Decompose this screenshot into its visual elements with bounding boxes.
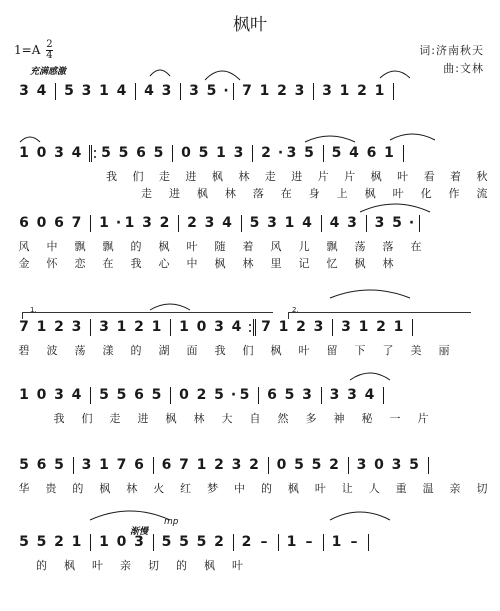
lyric-char: 枫	[354, 257, 366, 270]
note: 2	[159, 215, 170, 231]
lyric-char: 大	[221, 412, 233, 425]
augmentation-dot: ·	[223, 83, 229, 99]
note: 7	[19, 319, 29, 335]
volta-2-label: 2.	[292, 306, 299, 314]
lyric-char: 的	[36, 559, 47, 572]
lyric-char: 荡	[74, 344, 86, 357]
slur	[20, 137, 40, 142]
time-sig-upper: 2	[46, 39, 53, 50]
note: 1	[19, 387, 29, 403]
note: 5	[304, 145, 314, 161]
lyric-char: 波	[46, 344, 58, 357]
note: 2	[329, 457, 339, 473]
note: 1	[151, 319, 162, 335]
time-sig-lower: 4	[46, 50, 53, 61]
note: 5	[118, 145, 129, 161]
lyric-char: 进	[137, 412, 149, 425]
note: 5	[206, 83, 217, 99]
lyric-char: 记	[298, 257, 310, 270]
note: 5	[161, 534, 172, 550]
augmentation-dot: ·	[230, 387, 237, 403]
lyric-char: 的	[72, 482, 84, 495]
lyric-char: 进	[185, 170, 197, 183]
lyric-char: 梦	[207, 482, 219, 495]
lyric-char: 枫	[214, 257, 226, 270]
lyric-char: 走	[109, 412, 121, 425]
lyric-char: 身	[308, 187, 320, 200]
note: 1	[393, 319, 404, 335]
note: 4	[222, 215, 232, 231]
augmentation-dot: ·	[115, 215, 122, 231]
slur	[305, 136, 355, 142]
note: 5	[179, 534, 189, 550]
note: 0	[36, 145, 47, 161]
note: 3	[294, 83, 305, 99]
slur	[330, 290, 410, 298]
lyric-char: 流	[476, 187, 488, 200]
note: 1	[284, 215, 295, 231]
lyric-char: 枫	[204, 559, 215, 572]
lyric-char: 切	[476, 482, 488, 495]
lyric-char: 叶	[92, 559, 103, 572]
note: 5	[54, 457, 64, 473]
note: 5	[116, 387, 127, 403]
note: 2	[54, 319, 64, 335]
lyric-char: 风	[18, 240, 30, 253]
note: 4	[329, 215, 340, 231]
lyric-char: 片	[417, 412, 429, 425]
lyric-char: 金	[18, 257, 30, 270]
note: 1	[196, 457, 207, 473]
note: 5	[36, 534, 47, 550]
note: 5	[284, 387, 295, 403]
slur	[150, 304, 190, 310]
note: 5	[64, 83, 74, 99]
note: 5	[198, 145, 209, 161]
lyric-char: 亲	[449, 482, 461, 495]
lyric-char: 们	[81, 412, 93, 425]
note: 3	[81, 83, 92, 99]
lyric-char: 里	[270, 257, 282, 270]
lyric-char: 枫	[196, 187, 208, 200]
lyric-char: 温	[422, 482, 434, 495]
note: 2	[134, 319, 144, 335]
lyric-char: 落	[382, 240, 394, 253]
lyric-char: 的	[260, 482, 272, 495]
note: 1	[99, 534, 109, 550]
note: 1	[286, 534, 297, 550]
note: 5	[101, 145, 111, 161]
note: 3	[391, 457, 402, 473]
lyricist-credit: 词:济南秋天	[419, 44, 484, 57]
note: 6	[36, 457, 47, 473]
lyric-char: 的	[130, 240, 142, 253]
note: 4	[116, 83, 127, 99]
lyric-char: 碧	[18, 344, 30, 357]
lyric-char: 枫	[270, 344, 282, 357]
note: 2	[296, 319, 306, 335]
lyric-char: 我	[130, 257, 142, 270]
lyric-char: 在	[280, 187, 292, 200]
note: 4	[364, 387, 375, 403]
lyric-char: 们	[242, 344, 254, 357]
lyric-char: 我	[53, 412, 65, 425]
note: 7	[116, 457, 127, 473]
note: 3	[286, 145, 297, 161]
note: 6	[136, 145, 146, 161]
note: 0	[374, 457, 384, 473]
note: 1	[216, 145, 226, 161]
note: 5	[392, 215, 402, 231]
note: 3	[313, 319, 324, 335]
note: 2	[214, 534, 224, 550]
volta-1-label: 1.	[30, 306, 37, 314]
note: 4	[71, 145, 82, 161]
note: 2	[214, 457, 224, 473]
song-title: 枫叶	[233, 15, 267, 35]
lyric-char: 的	[176, 559, 187, 572]
lyric-char: 上	[336, 187, 348, 200]
note: 1	[374, 83, 385, 99]
note: 0	[196, 319, 207, 335]
note: 7	[71, 215, 82, 231]
note: 6	[54, 215, 64, 231]
lyric-char: 重	[395, 482, 407, 495]
note: 4	[144, 83, 154, 99]
lyric-char: 叶	[397, 170, 409, 183]
note: 5	[239, 387, 250, 403]
note: 3	[189, 83, 199, 99]
lyric-char: 叶	[232, 559, 243, 572]
note: 3	[356, 457, 367, 473]
note: 4	[302, 215, 312, 231]
lyric-char: 下	[354, 344, 366, 357]
note: 1	[339, 83, 350, 99]
lyric-char: 湖	[158, 344, 170, 357]
lyric-char: 枫	[64, 559, 75, 572]
note: 1	[278, 319, 289, 335]
lyric-char: 走	[158, 170, 170, 183]
lyric-char: 中	[186, 257, 198, 270]
lyric-char: 林	[242, 257, 254, 270]
note: 5	[19, 457, 29, 473]
lyric-char: 我	[106, 170, 117, 183]
note: 4	[36, 83, 47, 99]
note: 2	[277, 83, 287, 99]
lyric-char: 自	[249, 412, 261, 425]
lyric-char: 化	[420, 187, 432, 200]
lyric-char: 荡	[354, 240, 366, 253]
note: 1	[358, 319, 369, 335]
note: 2	[249, 457, 259, 473]
lyric-char: 面	[186, 344, 198, 357]
lyric-char: 秋	[476, 170, 488, 183]
note: 3	[54, 145, 64, 161]
note: 5	[196, 534, 207, 550]
lyric-char: 走	[264, 170, 276, 183]
note: 6	[19, 215, 29, 231]
lyric-char: 的	[130, 344, 142, 357]
lyric-char: 让	[341, 482, 353, 495]
lyric-char: 在	[410, 240, 422, 253]
note: 3	[81, 457, 92, 473]
lyric-char: 美	[410, 344, 422, 357]
lyric-char: 中	[46, 240, 58, 253]
lyric-char: 枫	[158, 240, 170, 253]
lyric-char: 火	[153, 482, 165, 495]
note: 3	[374, 215, 385, 231]
note: 3	[134, 534, 144, 550]
lyric-char: 飘	[326, 240, 338, 253]
note: 3	[231, 457, 242, 473]
lyric-char: 丽	[438, 344, 450, 357]
lyric-char: 片	[344, 170, 356, 183]
augmentation-dot: ·	[408, 215, 415, 231]
note: 3	[302, 387, 312, 403]
note: 3	[19, 83, 29, 99]
lyric-char: 多	[305, 412, 317, 425]
lyric-char: 看	[423, 170, 435, 183]
note: 7	[179, 457, 189, 473]
note: 5	[151, 387, 162, 403]
lyric-char: 漾	[102, 344, 114, 357]
augmentation-dot: ·	[277, 145, 284, 161]
lyric-char: 然	[277, 412, 289, 425]
note: 3	[99, 319, 109, 335]
lyric-char: 忆	[326, 257, 338, 270]
note: 7	[242, 83, 252, 99]
note: 6	[134, 457, 144, 473]
lyric-char: 心	[158, 257, 170, 270]
lyric-char: 在	[102, 257, 114, 270]
lyric-char: 走	[141, 187, 152, 200]
lyric-char: 枫	[165, 412, 177, 425]
slur	[350, 373, 390, 380]
slur	[390, 134, 435, 140]
dash-extension: –	[260, 534, 268, 550]
lyric-char: 风	[270, 240, 282, 253]
note: 0	[36, 387, 47, 403]
note: 0	[276, 457, 287, 473]
slur	[360, 204, 430, 212]
lyric-char: 切	[148, 559, 159, 572]
lyric-char: 恋	[74, 257, 86, 270]
lyric-char: 进	[168, 187, 180, 200]
note: 2	[261, 145, 271, 161]
slur	[330, 512, 390, 520]
slur	[380, 71, 410, 78]
slur	[205, 71, 240, 80]
note: 0	[36, 215, 47, 231]
note: 5	[311, 457, 322, 473]
note: 3	[161, 83, 172, 99]
lyric-char: 着	[450, 170, 462, 183]
note: 5	[19, 534, 29, 550]
note: 3	[329, 387, 340, 403]
note: 1	[179, 319, 189, 335]
note: 1	[19, 145, 29, 161]
note: 5	[409, 457, 419, 473]
note: 5	[331, 145, 342, 161]
lyric-char: 枫	[99, 482, 111, 495]
note: 4	[349, 145, 359, 161]
lyric-char: 留	[326, 344, 338, 357]
dash-extension: –	[305, 534, 313, 550]
lyric-char: 我	[214, 344, 226, 357]
slur	[90, 511, 170, 520]
note: 3	[54, 387, 64, 403]
note: 3	[322, 83, 332, 99]
note: 3	[267, 215, 277, 231]
lyric-char: 亲	[120, 559, 131, 572]
lyric-char: 林	[382, 257, 394, 270]
lyric-char: 林	[126, 482, 138, 495]
lyric-char: 怀	[46, 257, 58, 270]
lyric-char: 叶	[298, 344, 310, 357]
note: 1	[116, 319, 127, 335]
lyric-char: 着	[242, 240, 254, 253]
note: 3	[204, 215, 215, 231]
composer-credit: 曲:文林	[443, 62, 484, 75]
note: 4	[231, 319, 242, 335]
lyric-char: 叶	[314, 482, 326, 495]
note: 2	[187, 215, 197, 231]
lyric-char: 叶	[392, 187, 404, 200]
note: 3	[214, 319, 224, 335]
lyric-char: 儿	[298, 240, 310, 253]
lyric-char: 枫	[287, 482, 299, 495]
note: 6	[134, 387, 144, 403]
lyric-char: 随	[214, 240, 226, 253]
note: 0	[116, 534, 127, 550]
lyric-char: 神	[333, 412, 345, 425]
dash-extension: –	[350, 534, 358, 550]
note: 6	[267, 387, 277, 403]
lyric-char: 秘	[361, 412, 373, 425]
lyric-char: 枫	[370, 170, 382, 183]
note: 2	[357, 83, 367, 99]
note: 3	[341, 319, 351, 335]
note: 2	[241, 534, 252, 550]
lyric-char: 红	[180, 482, 192, 495]
note: 1	[384, 145, 394, 161]
lyric-char: 叶	[186, 240, 198, 253]
note: 2	[376, 319, 386, 335]
lyric-char: 落	[252, 187, 264, 200]
note: 2	[196, 387, 207, 403]
lyric-char: 林	[224, 187, 236, 200]
note: 7	[261, 319, 271, 335]
note: 3	[142, 215, 152, 231]
slur	[150, 70, 170, 76]
note: 0	[181, 145, 191, 161]
note: 1	[99, 457, 109, 473]
note: 1	[331, 534, 342, 550]
note: 1	[36, 319, 47, 335]
lyric-char: 了	[382, 344, 394, 357]
note: 1	[99, 215, 109, 231]
lyric-char: 中	[234, 482, 246, 495]
lyric-char: 人	[368, 482, 380, 495]
lyric-char: 一	[389, 412, 401, 425]
note: 3	[347, 215, 357, 231]
note: 5	[294, 457, 304, 473]
lyric-char: 林	[193, 412, 205, 425]
note: 1	[71, 534, 82, 550]
note: 5	[214, 387, 224, 403]
note: 4	[71, 387, 82, 403]
note: 0	[179, 387, 189, 403]
note: 3	[71, 319, 82, 335]
note: 5	[99, 387, 109, 403]
key-label: 1=A	[14, 43, 41, 57]
tempo-mark: 渐慢	[130, 527, 149, 537]
lyric-char: 飘	[102, 240, 114, 253]
lyric-char: 贵	[45, 482, 57, 495]
lyric-char: 林	[238, 170, 250, 183]
note: 6	[366, 145, 377, 161]
note: 5	[153, 145, 164, 161]
note: 1	[99, 83, 109, 99]
lyric-char: 枫	[211, 170, 223, 183]
lyric-char: 飘	[74, 240, 86, 253]
note: 1	[124, 215, 135, 231]
lyric-char: 进	[291, 170, 303, 183]
dynamic-mark: mp	[164, 517, 179, 527]
note: 3	[233, 145, 244, 161]
lyric-char: 华	[18, 482, 30, 495]
lyric-char: 作	[448, 187, 460, 200]
lyric-char: 枫	[364, 187, 376, 200]
expression-mark: 充满感激	[30, 67, 67, 77]
note: 1	[259, 83, 270, 99]
note: 2	[54, 534, 64, 550]
note: 5	[249, 215, 260, 231]
note: 3	[347, 387, 357, 403]
lyric-char: 片	[317, 170, 329, 183]
note: 6	[161, 457, 172, 473]
lyric-char: 们	[132, 170, 144, 183]
